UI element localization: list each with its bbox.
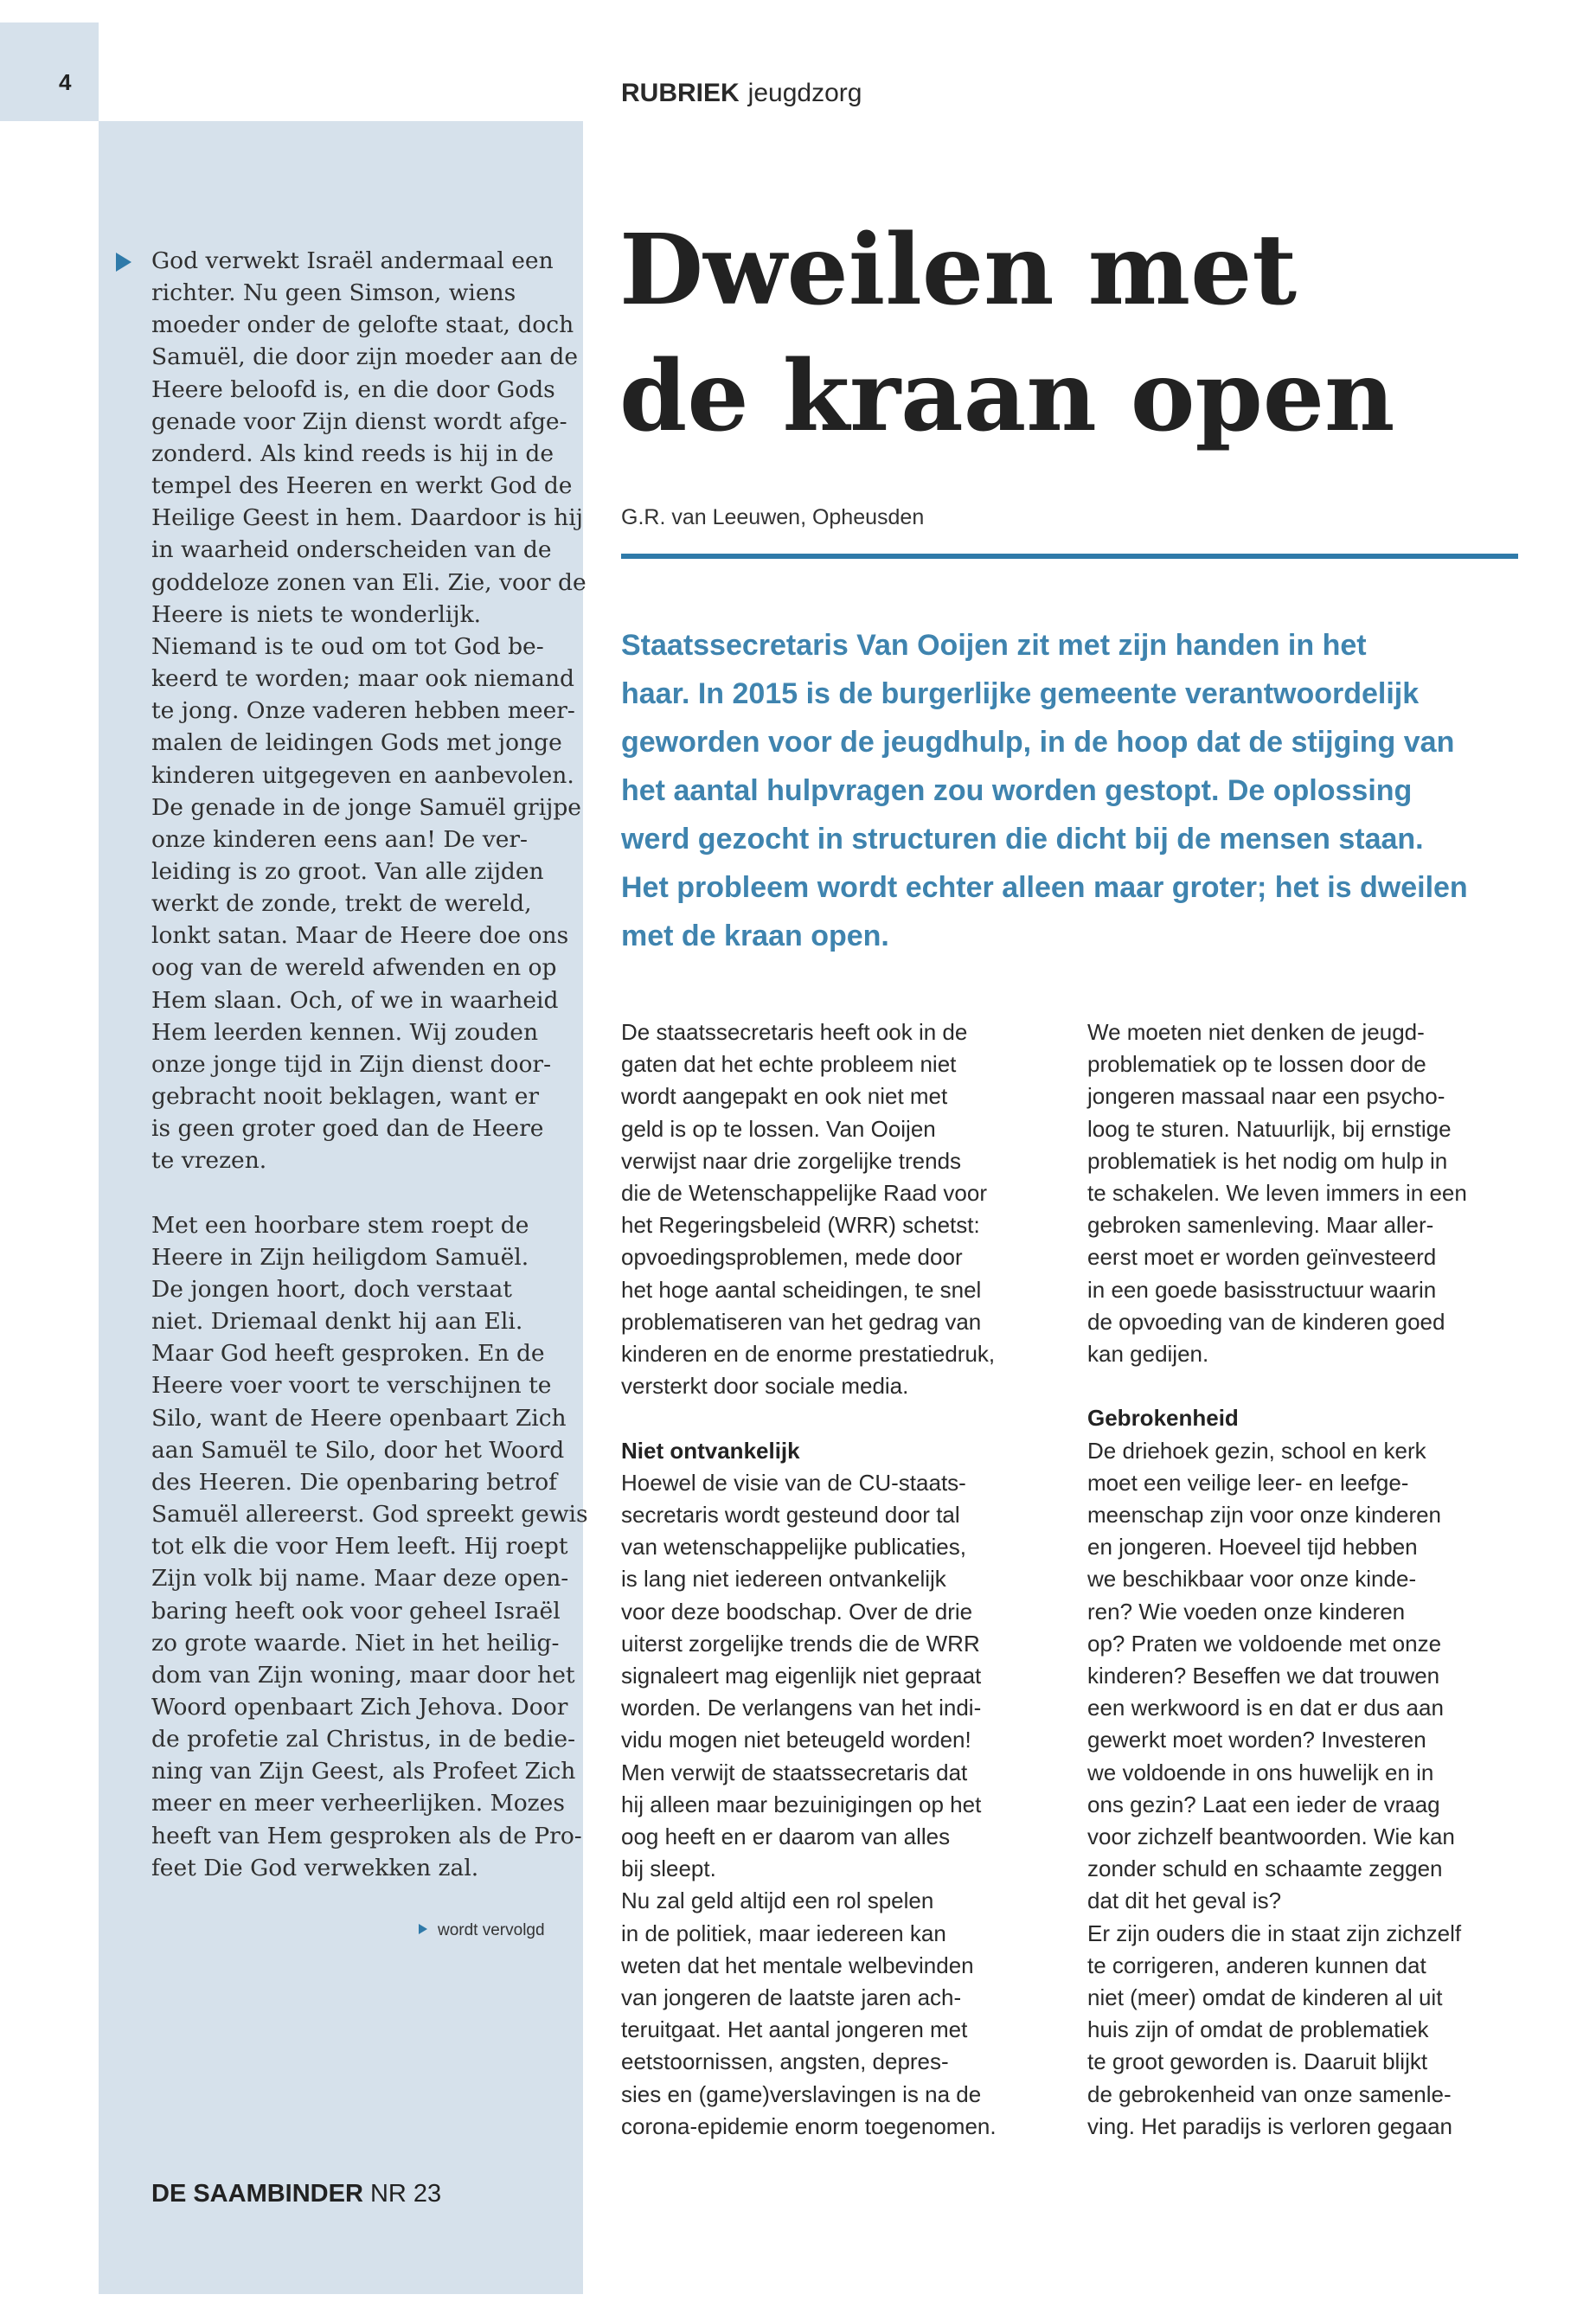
section-topic: jeugdzorg [747, 79, 862, 107]
page-number: 4 [59, 69, 72, 95]
column-2-paragraph-1 [1087, 1016, 1520, 1370]
text-line: de gebrokenheid van onze samenle- [1087, 2080, 1452, 2107]
text-line: Hoewel de visie van de CU-staats- [621, 1469, 966, 1496]
text-line: is lang niet iedereen ontvankelijk [621, 1566, 946, 1593]
magazine-name: DE SAAMBINDER [151, 2180, 363, 2208]
text-line: voor zichzelf beantwoorden. Wie kan [1087, 1823, 1455, 1850]
text-line: de opvoeding van de kinderen goed [1087, 1308, 1445, 1335]
text-line: Het probleem wordt echter alleen maar groter; het is dweilen [621, 871, 1468, 904]
text-line: Met een hoorbare stem roept de [151, 1211, 529, 1239]
section-label: RUBRIEK [621, 79, 740, 107]
issue-number: NR 23 [369, 2180, 442, 2208]
text-line: in de politiek, maar iedereen kan [621, 1920, 946, 1946]
text-line: richter. Nu geen Simson, wiens [151, 279, 516, 307]
text-line: jongeren massaal naar een psycho- [1087, 1083, 1445, 1110]
text-line: kinderen? Beseffen we dat trouwen [1087, 1663, 1440, 1689]
text-line: De genade in de jonge Samuël grijpe [151, 793, 581, 821]
text-line: zo grote waarde. Niet in het heilig- [151, 1629, 560, 1657]
text-line: problematiek is het nodig om hulp in [1087, 1147, 1448, 1174]
text-line: kan gedijen. [1087, 1341, 1209, 1368]
text-line: sies en (game)verslavingen is na de [621, 2080, 982, 2107]
text-line: geworden voor de jeugdhulp, in de hoop dat de stijging van [621, 726, 1455, 759]
subheading-gebrokenheid: Gebrokenheid [1087, 1405, 1239, 1432]
text-line: Nu zal geld altijd een rol spelen [621, 1888, 934, 1914]
text-line: loog te sturen. Natuurlijk, bij ernstige [1087, 1115, 1452, 1142]
text-line: gewerkt moet worden? Investeren [1087, 1727, 1426, 1753]
text-line: ving. Het paradijs is verloren gegaan [1087, 2112, 1453, 2139]
text-line: malen de leidingen Gods met jonge [151, 729, 562, 757]
column-1-paragraph-2 [621, 1467, 1054, 2143]
subheading-niet-ontvankelijk: Niet ontvankelijk [621, 1437, 800, 1464]
text-line: ning van Zijn Geest, als Profeet Zich [151, 1758, 576, 1785]
text-line: in waarheid onderscheiden van de [151, 536, 552, 564]
page-number-box [0, 22, 99, 121]
text-line: De jongen hoort, doch verstaat [151, 1275, 512, 1303]
text-line: teruitgaat. Het aantal jongeren met [621, 2016, 968, 2043]
text-line: werkt de zonde, trekt de wereld, [151, 890, 532, 918]
text-line: De staatssecretaris heeft ook in de [621, 1019, 968, 1045]
text-line: het hoge aantal scheidingen, te snel [621, 1276, 982, 1303]
text-line: we voldoende in ons huwelijk en in [1087, 1759, 1434, 1785]
continued-note [419, 1920, 545, 1941]
text-line: dom van Zijn woning, maar door het [151, 1661, 575, 1689]
text-line: Heere beloofd is, en die door Gods [151, 375, 555, 403]
text-line: goddeloze zonen van Eli. Zie, voor de [151, 568, 586, 596]
text-line: Heere voer voort te verschijnen te [151, 1372, 552, 1400]
text-line: dat dit het geval is? [1087, 1888, 1282, 1914]
text-line: gebroken samenleving. Maar aller- [1087, 1212, 1434, 1239]
text-line: kinderen en de enorme prestatiedruk, [621, 1341, 996, 1368]
text-line: onze jonge tijd in Zijn dienst door- [151, 1050, 552, 1078]
text-line: huis zijn of omdat de problematiek [1087, 2016, 1429, 2043]
text-line: het aantal hulpvragen zou worden gestopt. De oplossing [621, 774, 1413, 807]
text-line: problematiek op te lossen door de [1087, 1051, 1426, 1078]
text-line: zonderd. Als kind reeds is hij in de [151, 439, 554, 467]
text-line: De driehoek gezin, school en kerk [1087, 1437, 1426, 1464]
text-line: Dweilen met [619, 214, 1298, 327]
text-line: oog heeft en er daarom van alles [621, 1823, 951, 1850]
text-line: corona-epidemie enorm toegenomen. [621, 2112, 997, 2139]
text-line: gaten dat het echte probleem niet [621, 1051, 957, 1078]
text-line: Zijn volk bij name. Maar deze open- [151, 1565, 569, 1593]
text-line: Heilige Geest in hem. Daardoor is hij [151, 504, 583, 532]
bullet-triangle-icon [116, 253, 131, 272]
text-line: heeft van Hem gesproken als de Pro- [151, 1822, 582, 1849]
continued-arrow-icon [419, 1924, 427, 1934]
sidebar-paragraph-2 [151, 1209, 588, 1884]
text-line: eetstoornissen, angsten, depres- [621, 2048, 949, 2075]
text-line: we beschikbaar voor onze kinde- [1087, 1566, 1417, 1593]
text-line: meenschap zijn voor onze kinderen [1087, 1502, 1442, 1529]
article-column-2 [1087, 1016, 1520, 2143]
article-byline: G.R. van Leeuwen, Opheusden [621, 505, 925, 529]
text-line: hij alleen maar bezuinigingen op het [621, 1791, 982, 1817]
text-line: in een goede basisstructuur waarin [1087, 1276, 1437, 1303]
text-line: niet. Driemaal denkt hij aan Eli. [151, 1308, 523, 1336]
text-line: tempel des Heeren en werkt God de [151, 472, 573, 500]
article-intro [621, 621, 1538, 960]
text-line: Er zijn ouders die in staat zijn zichzelf [1087, 1920, 1462, 1946]
section-header [621, 78, 862, 109]
text-line: vidu mogen niet beteugeld worden! [621, 1727, 971, 1753]
text-line: feet Die God verwekken zal. [151, 1854, 479, 1881]
text-line: worden. De verlangens van het indi- [621, 1695, 982, 1721]
text-line: Heere in Zijn heiligdom Samuël. [151, 1243, 529, 1271]
title-divider [621, 554, 1518, 559]
text-line: meer en meer verheerlijken. Mozes [151, 1790, 565, 1817]
text-line: opvoedingsproblemen, mede door [621, 1244, 963, 1271]
text-line: geld is op te lossen. Van Ooijen [621, 1115, 936, 1142]
text-line: wordt aangepakt en ook niet met [621, 1083, 948, 1110]
text-line: Samuël allereerst. God spreekt gewis [151, 1501, 588, 1529]
text-line: zonder schuld en schaamte zeggen [1087, 1856, 1443, 1882]
text-line: te groot geworden is. Daaruit blijkt [1087, 2048, 1428, 2075]
text-line: genade voor Zijn dienst wordt afge- [151, 407, 567, 435]
text-line: God verwekt Israël andermaal een [151, 247, 554, 274]
text-line: op? Praten we voldoende met onze [1087, 1630, 1442, 1657]
text-line: Woord openbaart Zich Jehova. Door [151, 1694, 568, 1721]
text-line: onze kinderen eens aan! De ver- [151, 825, 528, 853]
sidebar-paragraph-1 [151, 245, 586, 1177]
text-line: van jongeren de laatste jaren ach- [621, 1984, 962, 2011]
text-line: voor deze boodschap. Over de drie [621, 1598, 973, 1625]
text-line: een werkwoord is en dat er dus aan [1087, 1695, 1444, 1721]
text-line: eerst moet er worden geïnvesteerd [1087, 1244, 1437, 1271]
text-line: met de kraan open. [621, 920, 889, 952]
continued-label: wordt vervolgd [438, 1921, 545, 1939]
text-line: signaleert mag eigenlijk niet gepraat [621, 1663, 982, 1689]
text-line: Niemand is te oud om tot God be- [151, 632, 544, 660]
text-line: Hem slaan. Och, of we in waarheid [151, 986, 559, 1014]
text-line: van wetenschappelijke publicaties, [621, 1534, 966, 1561]
text-line: de profetie zal Christus, in de bedie- [151, 1726, 576, 1753]
text-line: kinderen uitgegeven en aanbevolen. [151, 761, 574, 789]
text-line: problematiseren van het gedrag van [621, 1308, 982, 1335]
text-line: Hem leerden kennen. Wij zouden [151, 1018, 539, 1046]
text-line: werd gezocht in structuren die dicht bij de mensen staan. [621, 823, 1424, 856]
text-line: die de Wetenschappelijke Raad voor [621, 1180, 988, 1207]
text-line: de kraan open [619, 340, 1395, 453]
text-line: is geen groter goed dan de Heere [151, 1115, 544, 1143]
text-line: secretaris wordt gesteund door tal [621, 1502, 960, 1529]
magazine-footer [151, 2178, 441, 2209]
article-title [619, 208, 1554, 460]
sidebar-meditation [151, 245, 588, 1884]
text-line: aan Samuël te Silo, door het Woord [151, 1436, 565, 1464]
column-1-paragraph-1 [621, 1016, 1054, 1402]
text-line: en jongeren. Hoeveel tijd hebben [1087, 1534, 1418, 1561]
text-line: te schakelen. We leven immers in een [1087, 1180, 1467, 1207]
text-line: te jong. Onze vaderen hebben meer- [151, 697, 575, 725]
text-line: keerd te worden; maar ook niemand [151, 665, 574, 693]
article-column-1 [621, 1016, 1054, 2143]
text-line: Staatssecretaris Van Ooijen zit met zijn handen in het [621, 629, 1367, 662]
text-line: Silo, want de Heere openbaart Zich [151, 1404, 567, 1432]
text-line: Heere is niets te wonderlijk. [151, 600, 482, 628]
text-line: verwijst naar drie zorgelijke trends [621, 1147, 962, 1174]
column-2-paragraph-2 [1087, 1435, 1520, 2143]
text-line: moet een veilige leer- en leefge- [1087, 1469, 1409, 1496]
text-line: lonkt satan. Maar de Heere doe ons [151, 922, 569, 950]
text-line: bij sleept. [621, 1856, 716, 1882]
text-line: leiding is zo groot. Van alle zijden [151, 857, 544, 885]
text-line: te vrezen. [151, 1147, 267, 1175]
text-line: oog van de wereld afwenden en op [151, 954, 557, 982]
text-line: Samuël, die door zijn moeder aan de [151, 343, 579, 371]
text-line: baring heeft ook voor geheel Israël [151, 1597, 561, 1625]
text-line: te corrigeren, anderen kunnen dat [1087, 1952, 1426, 1978]
text-line: des Heeren. Die openbaring betrof [151, 1468, 557, 1496]
text-line: weten dat het mentale welbevinden [621, 1952, 974, 1978]
text-line: We moeten niet denken de jeugd- [1087, 1019, 1425, 1045]
text-line: Maar God heeft gesproken. En de [151, 1340, 545, 1368]
text-line: uiterst zorgelijke trends die de WRR [621, 1630, 980, 1657]
text-line: ons gezin? Laat een ieder de vraag [1087, 1791, 1440, 1817]
text-line: moeder onder de gelofte staat, doch [151, 311, 574, 339]
text-line: ren? Wie voeden onze kinderen [1087, 1598, 1406, 1625]
text-line: Men verwijt de staatssecretaris dat [621, 1759, 968, 1785]
text-line: versterkt door sociale media. [621, 1373, 909, 1400]
text-line: gebracht nooit beklagen, want er [151, 1083, 540, 1111]
text-line: tot elk die voor Hem leeft. Hij roept [151, 1533, 568, 1561]
text-line: niet (meer) omdat de kinderen al uit [1087, 1984, 1443, 2011]
text-line: haar. In 2015 is de burgerlijke gemeente verantwoordelijk [621, 677, 1420, 710]
text-line: het Regeringsbeleid (WRR) schetst: [621, 1212, 980, 1239]
